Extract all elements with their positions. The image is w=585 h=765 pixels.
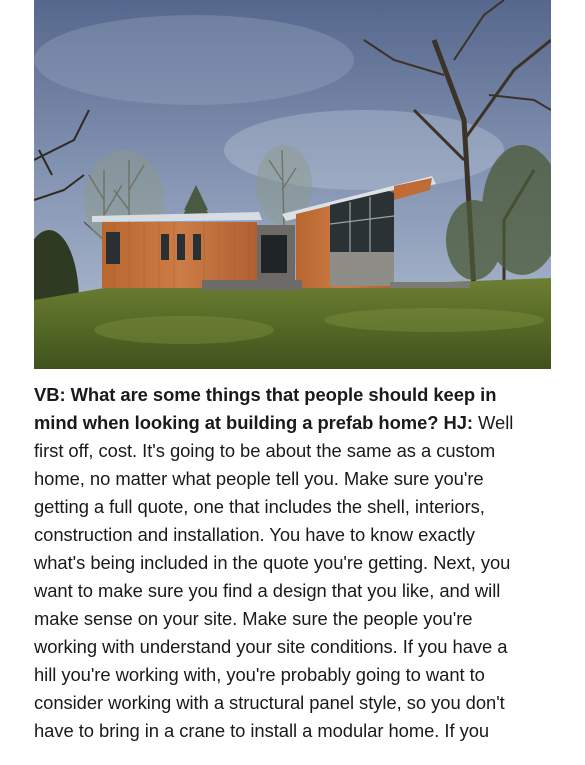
article-line: have to bring in a crane to install a modular home. If you xyxy=(34,720,490,741)
article-line: consider working with a structural panel style, so you don't xyxy=(34,692,505,713)
article-line: want to make sure you find a design that you like, and will xyxy=(34,580,501,601)
house-photo xyxy=(34,0,551,369)
article-line: home, no matter what people tell you. Make sure you're xyxy=(34,468,484,489)
article-line: getting a full quote, one that includes the shell, interiors, xyxy=(34,496,485,517)
answer-text: Well xyxy=(473,412,514,433)
article-line: what's being included in the quote you're getting. Next, you xyxy=(34,552,511,573)
house-photo-illustration xyxy=(34,0,551,369)
question-text: mind when looking at building a prefab home? HJ: xyxy=(34,412,473,433)
question-text: VB: What are some things that people should keep in xyxy=(34,384,497,405)
article-text xyxy=(34,381,564,745)
article-line xyxy=(34,409,564,437)
article-line: first off, cost. It's going to be about the same as a custom xyxy=(34,440,496,461)
article-line xyxy=(34,381,564,409)
article-line: construction and installation. You have to know exactly xyxy=(34,524,475,545)
article-line: working with understand your site conditions. If you have a xyxy=(34,636,508,657)
article-line: hill you're working with, you're probably going to want to xyxy=(34,664,485,685)
article-line: make sense on your site. Make sure the people you're xyxy=(34,608,473,629)
